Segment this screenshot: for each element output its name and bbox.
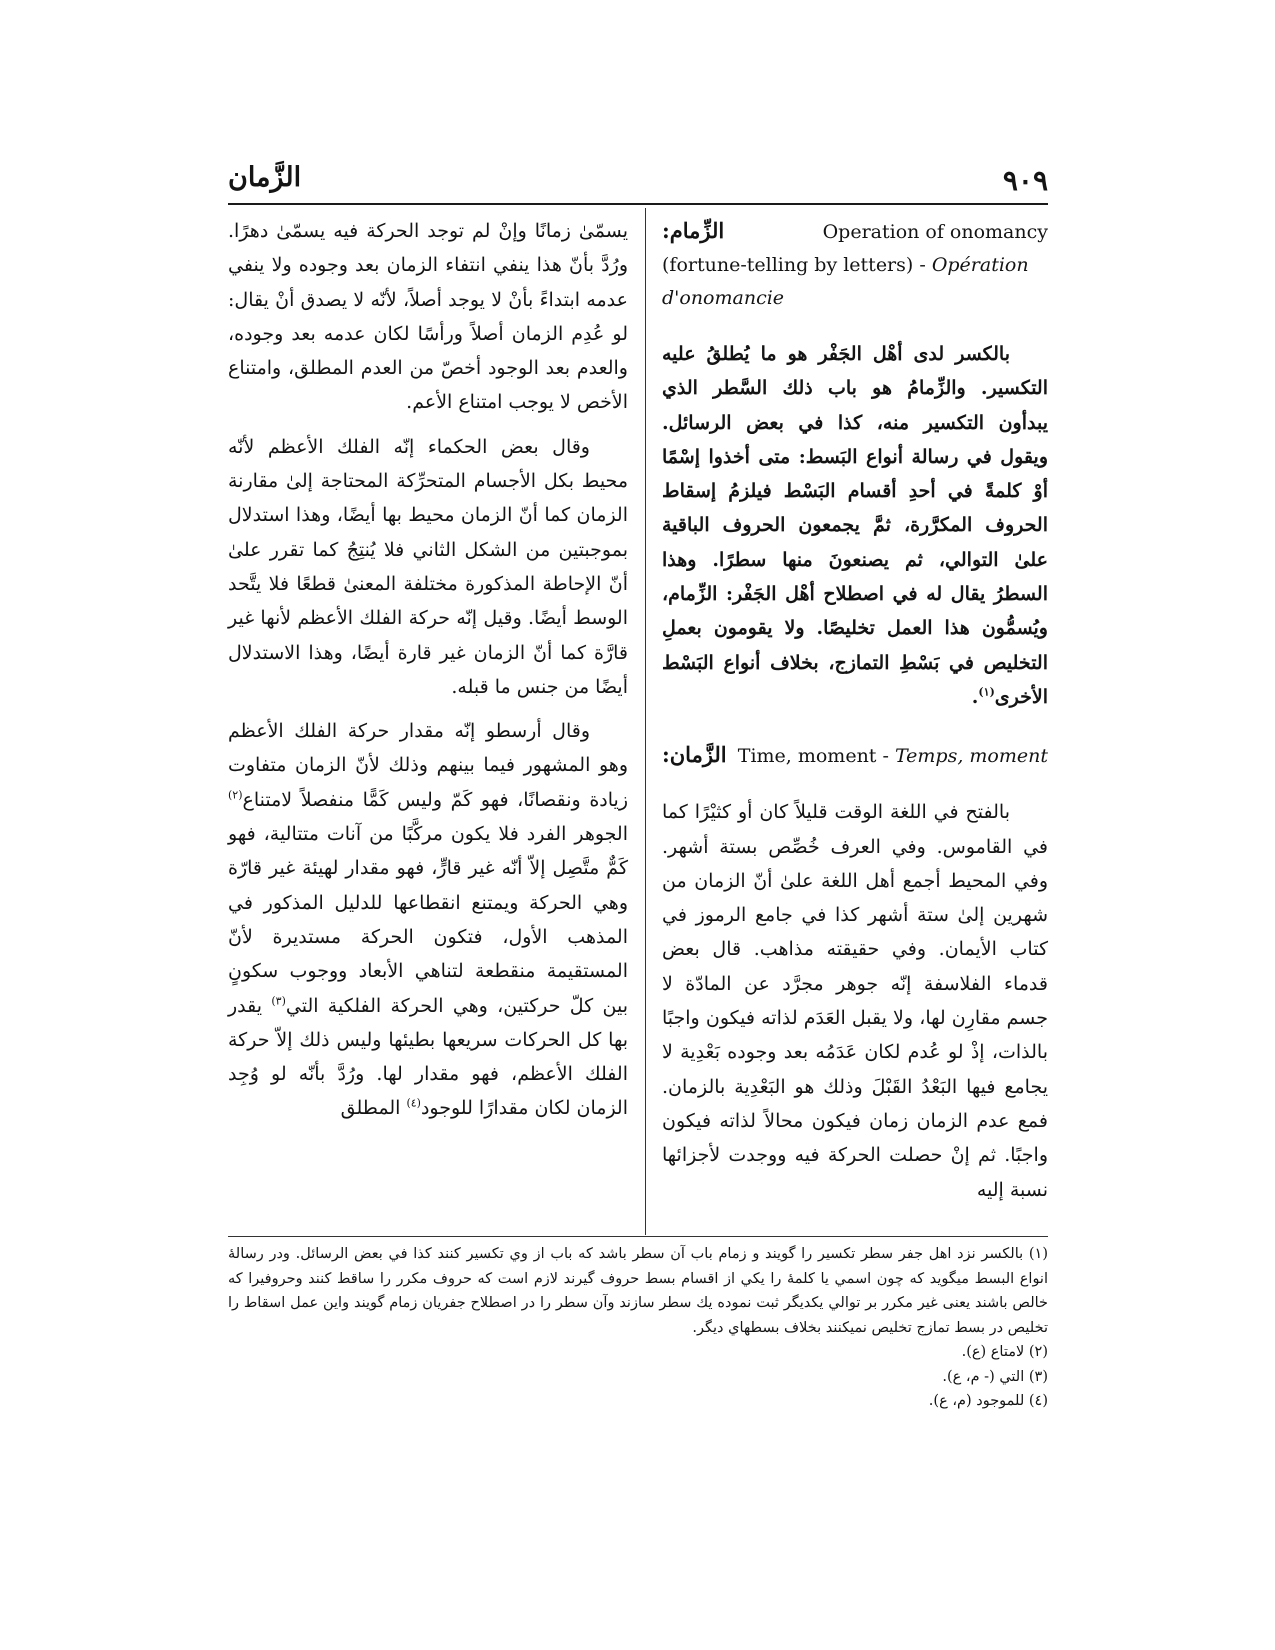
header-rule	[228, 203, 1048, 205]
entry-heading-zimam	[662, 214, 1048, 315]
entry-term: الزِّمام:	[662, 218, 725, 243]
entry-french: Opération d'onomancie	[662, 254, 1029, 309]
footnote-ref: (١)	[978, 685, 995, 699]
page-number: ٩٠٩	[1002, 164, 1048, 197]
footnote: (١) بالكسر نزد اهل جفر سطر تكسير را گويند و زمام باب آن سطر باشد كه باب از وي تكسير كنند كذا في بعض الرسائل. ودر رسالهٔ انواع البسط ميگويد كه چون اسمي يا كلمهٔ را يكي از اقسام بسط حروف گيرند لازم است كه حروف مكرر را ساقط كنند وحروفيرا كه خالص باشند يعنى غير مكرر بر توالي يكديگر ثبت نموده يك سطر سازند وآن سطر را در اصطلاح جفريان زمام گويند واين عمل اسقاط را تخليص در بسط تمازج تخليص نميكنند بخلاف بسطهاي ديگر.	[228, 1246, 1048, 1336]
footnotes	[228, 1242, 1048, 1414]
footnote: (٣) التي (- م، ع).	[942, 1368, 1048, 1385]
column-divider	[645, 208, 646, 1235]
paragraph: وقال بعض الحكماء إنّه الفلك الأعظم لأنّه محيط بكل الأجسام المتحرِّكة المحتاجة إلىٰ مقارنة الزمان كما أنّ الزمان محيط بها أيضًا، وهذا استدلال بموجبتين من الشكل الثاني فلا يُنتِجُ كما تقرر علىٰ أنّ الإحاطة المذكورة مختلفة المعنىٰ قطعًا فلا يتَّحد الوسط أيضًا. وقيل إنّه حركة الفلك الأعظم لأنها غير قارَّة كما أنّ الزمان غير قارة أيضًا، وهذا الاستدلال أيضًا من جنس ما قبله.	[228, 435, 628, 698]
paragraph: يسمّىٰ زمانًا وإنْ لم توجد الحركة فيه يسمّىٰ دهرًا. ورُدَّ بأنّ هذا ينفي انتفاء الزمان بعد وجوده ولا ينفي عدمه ابتداءً بأنْ لا يوجد أصلاً، لأنّه لا يصدق أنْ يقال: لو عُدِم الزمان أصلاً ورأسًا لكان عدمه بعد وجوده، والعدم بعد الوجود أخصّ من العدم المطلق، وامتناع الأخص لا يوجب امتناع الأعم.	[228, 220, 628, 414]
entry-french: Temps, moment	[894, 745, 1048, 768]
left-column	[228, 214, 628, 1126]
footnote-ref: (٢)	[228, 788, 243, 802]
entry-english-continued: (fortune-telling by letters) -	[662, 254, 932, 276]
paragraph: بالفتح في اللغة الوقت قليلاً كان أو كثيْرًا كما في القاموس. وفي العرف خُصِّص بستة أشهر. وفي المحيط أجمع أهل اللغة علىٰ أنّ الزمان من شهرين إلىٰ ستة أشهر كذا في جامع الرموز في كتاب الأيمان. وفي حقيقته مذاهب. قال بعض قدماء الفلاسفة إنّه جوهر مجرَّد عن المادّة لا جسم مقارِن لها، ولا يقبل العَدَم لذاته فيكون واجبًا بالذات، إذْ لو عُدم لكان عَدَمُه بعد وجوده بَعْدِية لا يجامع فيها البَعْدُ القَبْلَ وذلك هو البَعْدِية بالزمان. فمع عدم الزمان زمان فيكون محالاً لذاته فيكون واجبًا. ثم إنْ حصلت الحركة فيه ووجدت لأجزائها نسبة إليه	[662, 801, 1048, 1201]
footnote-rule	[228, 1236, 1048, 1237]
footnote-ref: (٣)	[271, 994, 286, 1008]
paragraph: وقال أرسطو إنّه مقدار حركة الفلك الأعظم وهو المشهور فيما بينهم وذلك لأنّ الزمان متفاوت زيادة ونقصانًا، فهو كَمّ وليس كَمًّا منفصلاً لامتناع$^{(٢)}$ الجوهر الفرد فلا يكون مركَّبًا من آنات متتالية، فهو كَمٌّ متَّصِل إلاّ أنّه غير قارٍّ، فهو مقدار لهيئة غير قارّة وهي الحركة ويمتنع انقطاعها للدليل المذكور في المذهب الأول، فتكون الحركة مستديرة لأنّ المستقيمة منقطعة لتناهي الأبعاد ووجوب سكونٍ بين كلّ حركتين، وهي الحركة الفلكية التي$^{(٣)}$ يقدر بها كل الحركات سريعها بطيئها وليس ذلك إلاّ حركة الفلك الأعظم، فهو مقدار لها. ورُدَّ بأنّه لو وُجِد الزمان لكان مقدارًا للوجود$^{(٤)}$ المطلق	[228, 720, 629, 1120]
footnote: (٢) لامتاع (ع).	[961, 1344, 1048, 1360]
entry-term: الزَّمان:	[662, 742, 727, 768]
running-head	[228, 160, 1048, 206]
paragraph: بالكسر لدى أهْل الجَفْر هو ما يُطلقُ عليه التكسير. والزِّمامُ هو باب ذلك السَّطر الذي يبدأون التكسير منه، كذا في بعض الرسائل. ويقول في رسالة أنواع البَسط: متى أخذوا إسْمًا أوْ كلمةً في أحدِ أقسام البَسْط فيلزمُ إسقاط الحروف المكرَّرة، ثمَّ يجمعون الحروف الباقية علىٰ التوالي، ثم يصنعونَ منها سطرًا. وهذا السطرُ يقال له في اصطلاح أهْل الجَفْر: الزِّمام، ويُسمُّون هذا العمل تخليصًا. ولا يقومون بعملِ التخليص في بَسْطِ التمازج، بخلاف أنواع البَسْط الأخرى$^{(١)}$.	[662, 343, 1048, 708]
footnote-ref: (٤)	[406, 1097, 421, 1111]
entry-english: Time, moment -	[737, 745, 895, 768]
running-head-title: الزَّمان	[228, 162, 302, 193]
entry-english: Operation of onomancy	[822, 221, 1048, 243]
entry-heading-zaman	[662, 738, 1048, 773]
footnote: (٤) للموجود (م، ع).	[928, 1393, 1048, 1409]
right-column	[662, 214, 1048, 1207]
